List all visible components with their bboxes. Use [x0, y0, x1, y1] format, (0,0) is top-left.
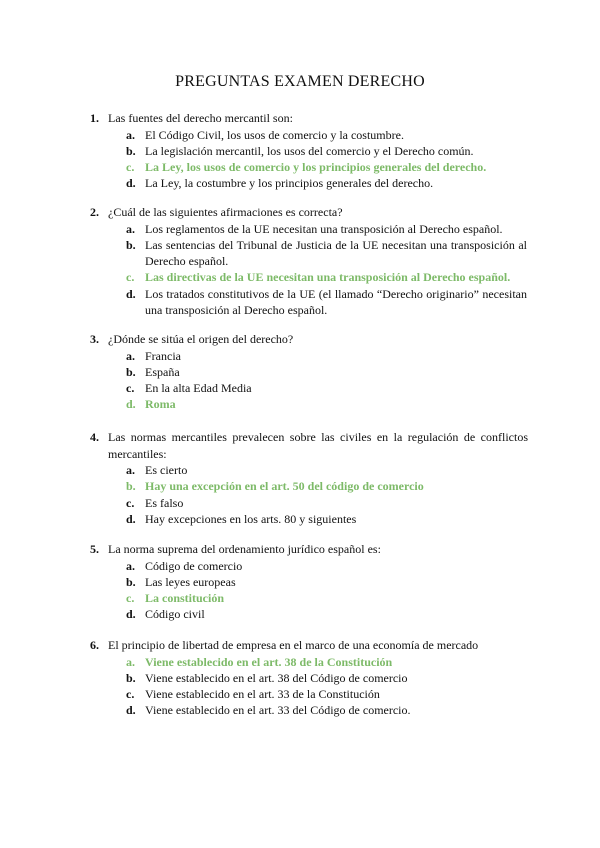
option-letter: d.: [126, 703, 136, 718]
option-text: Las directivas de la UE necesitan una transposición al Derecho español.: [145, 270, 511, 285]
question-number: 6.: [90, 638, 99, 652]
option-letter: c.: [126, 495, 135, 510]
option-c-correct: [0, 159, 600, 175]
option-letter: a.: [126, 348, 135, 363]
option-letter: b.: [126, 143, 136, 158]
option-text: La Ley, los usos de comercio y los principios generales del derecho.: [145, 160, 487, 175]
question-text: Las fuentes del derecho mercantil son:: [108, 111, 293, 125]
option-d: [0, 702, 600, 718]
option-letter: b.: [126, 364, 136, 379]
option-b: [0, 237, 600, 270]
option-letter: b.: [126, 237, 136, 252]
option-letter: c.: [126, 160, 135, 175]
option-b: [0, 143, 600, 159]
question-6: [0, 637, 600, 719]
option-d: [0, 286, 600, 319]
option-letter: c.: [126, 591, 135, 606]
option-d: [0, 606, 600, 622]
option-letter: c.: [126, 270, 135, 285]
question-text: Las normas mercantiles prevalecen sobre las civiles en la regulación de conflictos mercantiles:: [108, 430, 528, 461]
option-letter: a.: [126, 127, 135, 142]
option-a-correct: [0, 654, 600, 670]
option-text: Hay una excepción en el art. 50 del código de comercio: [145, 479, 424, 494]
option-text: España: [145, 364, 180, 379]
option-letter: a.: [126, 558, 135, 573]
option-d-correct: [0, 396, 600, 412]
option-text: Viene establecido en el art. 33 de la Constitución: [145, 687, 380, 702]
option-a: [0, 462, 600, 478]
option-list: [0, 462, 600, 527]
question-number: 2.: [90, 205, 99, 219]
option-a: [0, 348, 600, 364]
question-number: 1.: [90, 111, 99, 125]
question-1: [0, 110, 600, 192]
option-letter: d.: [126, 397, 136, 412]
option-c-correct: [0, 590, 600, 606]
question-text: La norma suprema del ordenamiento jurídico español es:: [108, 542, 381, 556]
question-5: [0, 541, 600, 623]
option-text: La constitución: [145, 591, 225, 606]
option-text: Los reglamentos de la UE necesitan una transposición al Derecho español.: [145, 221, 503, 236]
option-letter: a.: [126, 221, 135, 236]
page-title: PREGUNTAS EXAMEN DERECHO: [175, 73, 425, 90]
option-letter: d.: [126, 286, 136, 301]
option-a: [0, 221, 600, 237]
option-letter: b.: [126, 479, 136, 494]
option-list: [0, 221, 600, 319]
option-d: [0, 175, 600, 191]
option-letter: c.: [126, 381, 135, 396]
option-letter: a.: [126, 463, 135, 477]
option-text: Es cierto: [145, 463, 188, 477]
option-b: [0, 574, 600, 590]
option-text: La legislación mercantil, los usos del comercio y el Derecho común.: [145, 143, 474, 158]
option-text: Las leyes europeas: [145, 574, 236, 589]
question-text: ¿Cuál de las siguientes afirmaciones es correcta?: [108, 205, 343, 219]
question-4: [0, 429, 600, 527]
option-text: Código de comercio: [145, 558, 243, 573]
question-3: [0, 331, 600, 413]
question-number: 3.: [90, 332, 99, 346]
question-text: El principio de libertad de empresa en el marco de una economía de mercado: [108, 638, 479, 652]
option-d: [0, 511, 600, 527]
option-text: Roma: [145, 397, 176, 412]
option-text: Los tratados constitutivos de la UE (el llamado “Derecho originario” necesitan una transposición al Derecho español.: [145, 286, 527, 317]
option-text: Es falso: [145, 495, 184, 510]
question-text: ¿Dónde se sitúa el origen del derecho?: [108, 332, 294, 346]
question-2: [0, 204, 600, 318]
option-list: [0, 654, 600, 719]
option-letter: d.: [126, 607, 136, 622]
question-number: 5.: [90, 542, 99, 556]
option-b: [0, 364, 600, 380]
option-list: [0, 127, 600, 192]
option-text: La Ley, la costumbre y los principios generales del derecho.: [145, 176, 434, 191]
option-text: Viene establecido en el art. 33 del Código de comercio.: [145, 703, 411, 718]
option-b: [0, 670, 600, 686]
option-text: Código civil: [145, 607, 205, 622]
option-letter: c.: [126, 687, 135, 702]
option-text: El Código Civil, los usos de comercio y la costumbre.: [145, 127, 404, 142]
option-text: Las sentencias del Tribunal de Justicia de la UE necesitan una transposición al Derecho español.: [145, 237, 527, 269]
option-c-correct: [0, 269, 600, 285]
option-text: Viene establecido en el art. 38 del Código de comercio: [145, 670, 408, 685]
option-a: [0, 127, 600, 143]
option-text: Viene establecido en el art. 38 de la Constitución: [145, 654, 393, 669]
option-c: [0, 495, 600, 511]
question-number: 4.: [90, 430, 99, 444]
option-text: Hay excepciones en los arts. 80 y siguientes: [145, 511, 357, 526]
option-text: En la alta Edad Media: [145, 381, 252, 396]
option-c: [0, 686, 600, 702]
option-letter: b.: [126, 670, 136, 685]
option-c: [0, 380, 600, 396]
option-b-correct: [0, 478, 600, 494]
option-text: Francia: [145, 348, 181, 363]
option-letter: b.: [126, 574, 136, 589]
option-a: [0, 558, 600, 574]
option-letter: a.: [126, 654, 135, 669]
option-letter: d.: [126, 176, 136, 191]
option-list: [0, 348, 600, 413]
option-letter: d.: [126, 511, 136, 526]
option-list: [0, 558, 600, 623]
